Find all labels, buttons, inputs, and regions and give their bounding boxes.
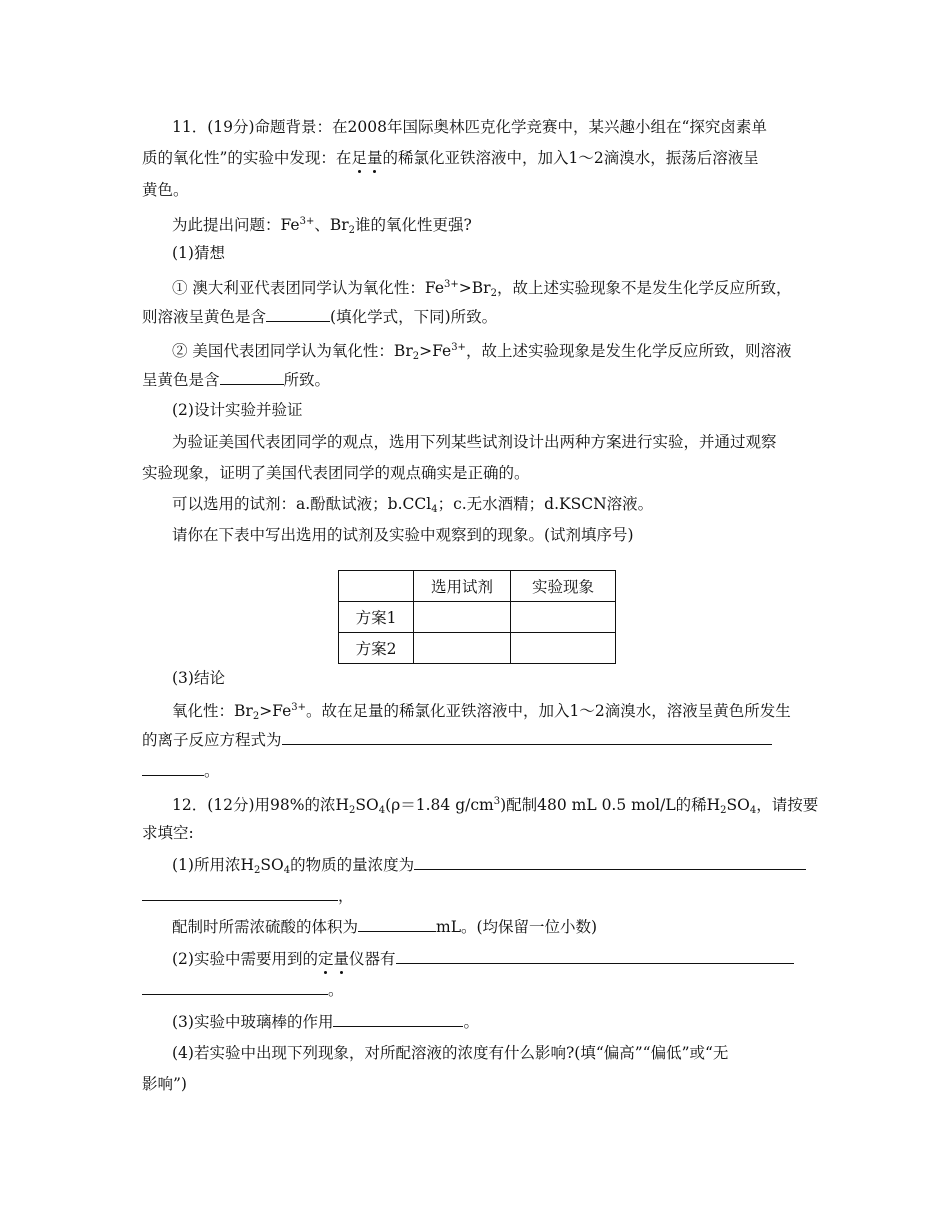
emphasis-dot-char: 量: [333, 950, 349, 968]
q11-line-1: 11．(19分)命题背景：在2008年国际奥林匹克化学竞赛中，某兴趣小组在“探究卤素单: [172, 118, 767, 136]
table-row: [339, 602, 616, 633]
table-answer-cell[interactable]: [511, 633, 616, 664]
answer-blank[interactable]: [142, 979, 328, 995]
table-row-label: 方案2: [339, 633, 414, 664]
answer-blank[interactable]: [414, 854, 806, 870]
q12-part4-line-1: (4)若实验中出现下列现象，对所配溶液的浓度有什么影响?(填“偏高”“偏低”或“无: [172, 1044, 729, 1062]
table-row-label: 方案1: [339, 602, 414, 633]
answer-blank[interactable]: [282, 729, 772, 745]
answer-blank[interactable]: [142, 760, 204, 776]
table-answer-cell[interactable]: [414, 633, 511, 664]
q12-part1-line-2: ，: [142, 885, 354, 906]
table-answer-cell[interactable]: [511, 602, 616, 633]
q11-reagents: 可以选用的试剂：a.酚酞试液；b.CCl$_4$；c.无水酒精；d.KSCN溶液。: [172, 495, 654, 515]
q11-part1-title: (1)猜想: [172, 244, 225, 262]
emphasis-dot-char: 量: [366, 149, 383, 167]
q12-line-1: 12．(12分)用98%的浓$H_2SO_4(\rho=1.84$ $g/cm^3$)配制480 mL 0.5 mol/L的稀$H_2SO_4$，请按要: [172, 796, 819, 816]
q11-part2-line-1: 为验证美国代表团同学的观点，选用下列某些试剂设计出两种方案进行实验，并通过观察: [172, 433, 777, 451]
table-row: [339, 633, 616, 664]
emphasis-dot-char: 定: [317, 950, 334, 968]
answer-blank[interactable]: [396, 948, 794, 964]
q12-part1-line-1: (1)所用浓$H_2SO_4$的物质的量浓度为: [172, 854, 806, 881]
q12-part2-line-1: (2)实验中需要用到的定量仪器有: [172, 948, 794, 969]
q11-part3-line-1: 氧化性：$Br_2>Fe^{3+}$。故在足量的稀氯化亚铁溶液中，加入1～2滴溴水，溶液呈黄色所发生: [172, 702, 791, 722]
answer-blank[interactable]: [358, 916, 436, 932]
q11-part1-hypothesis-1-cont: 则溶液呈黄色是含 (填化学式，下同)所致。: [142, 308, 498, 326]
emphasis-dot-char: 足: [351, 149, 367, 167]
table-header-cell: 实验现象: [511, 571, 616, 602]
q12-part4-line-2: 影响”): [142, 1075, 187, 1093]
q12-line-2: 求填空:: [142, 824, 194, 842]
answer-blank[interactable]: [266, 306, 330, 322]
q11-part2-title: (2)设计实验并验证: [172, 401, 303, 419]
q12-part3: (3)实验中玻璃棒的作用 。: [172, 1013, 479, 1031]
q11-line-2: 质的氧化性”的实验中发现：在足量的稀氯化亚铁溶液中，加入1～2滴溴水，振荡后溶液呈: [142, 149, 759, 167]
answer-blank[interactable]: [142, 885, 338, 901]
table-header-row: [339, 571, 616, 602]
q11-part2-line-2: 实验现象，证明了美国代表团同学的观点确实是正确的。: [142, 464, 530, 482]
q12-part1-volume: 配制时所需浓硫酸的体积为 mL。(均保留一位小数): [172, 918, 598, 936]
answer-blank[interactable]: [333, 1011, 463, 1027]
q11-question: 为此提出问题：$Fe^{3+}$、$Br_2$谁的氧化性更强?: [172, 216, 472, 236]
q11-part1-hypothesis-2: ② 美国代表团同学认为氧化性：$Br_2>Fe^{3+}$，故上述实验现象是发生化学反应所致，则溶液: [172, 342, 792, 362]
q11-part3-title: (3)结论: [172, 669, 225, 687]
q11-part1-hypothesis-2-cont: 呈黄色是含 所致。: [142, 371, 331, 389]
q11-line-3: 黄色。: [142, 181, 189, 199]
q11-part3-line-2: 的离子反应方程式为: [142, 729, 772, 750]
q11-table-instruction: 请你在下表中写出选用的试剂及实验中观察到的现象。(试剂填序号): [172, 526, 634, 544]
table-header-cell: [339, 571, 414, 602]
q12-part2-line-2: 。: [142, 979, 344, 1000]
q11-part1-hypothesis-1: ① 澳大利亚代表团同学认为氧化性：$Fe^{3+}>Br_2$，故上述实验现象不是发生化学反应所致，: [172, 279, 792, 299]
table-answer-cell[interactable]: [414, 602, 511, 633]
q11-part3-line-3: 。: [142, 760, 220, 781]
table-header-cell: 选用试剂: [414, 571, 511, 602]
answer-blank[interactable]: [220, 369, 284, 385]
experiment-table: [338, 570, 616, 664]
